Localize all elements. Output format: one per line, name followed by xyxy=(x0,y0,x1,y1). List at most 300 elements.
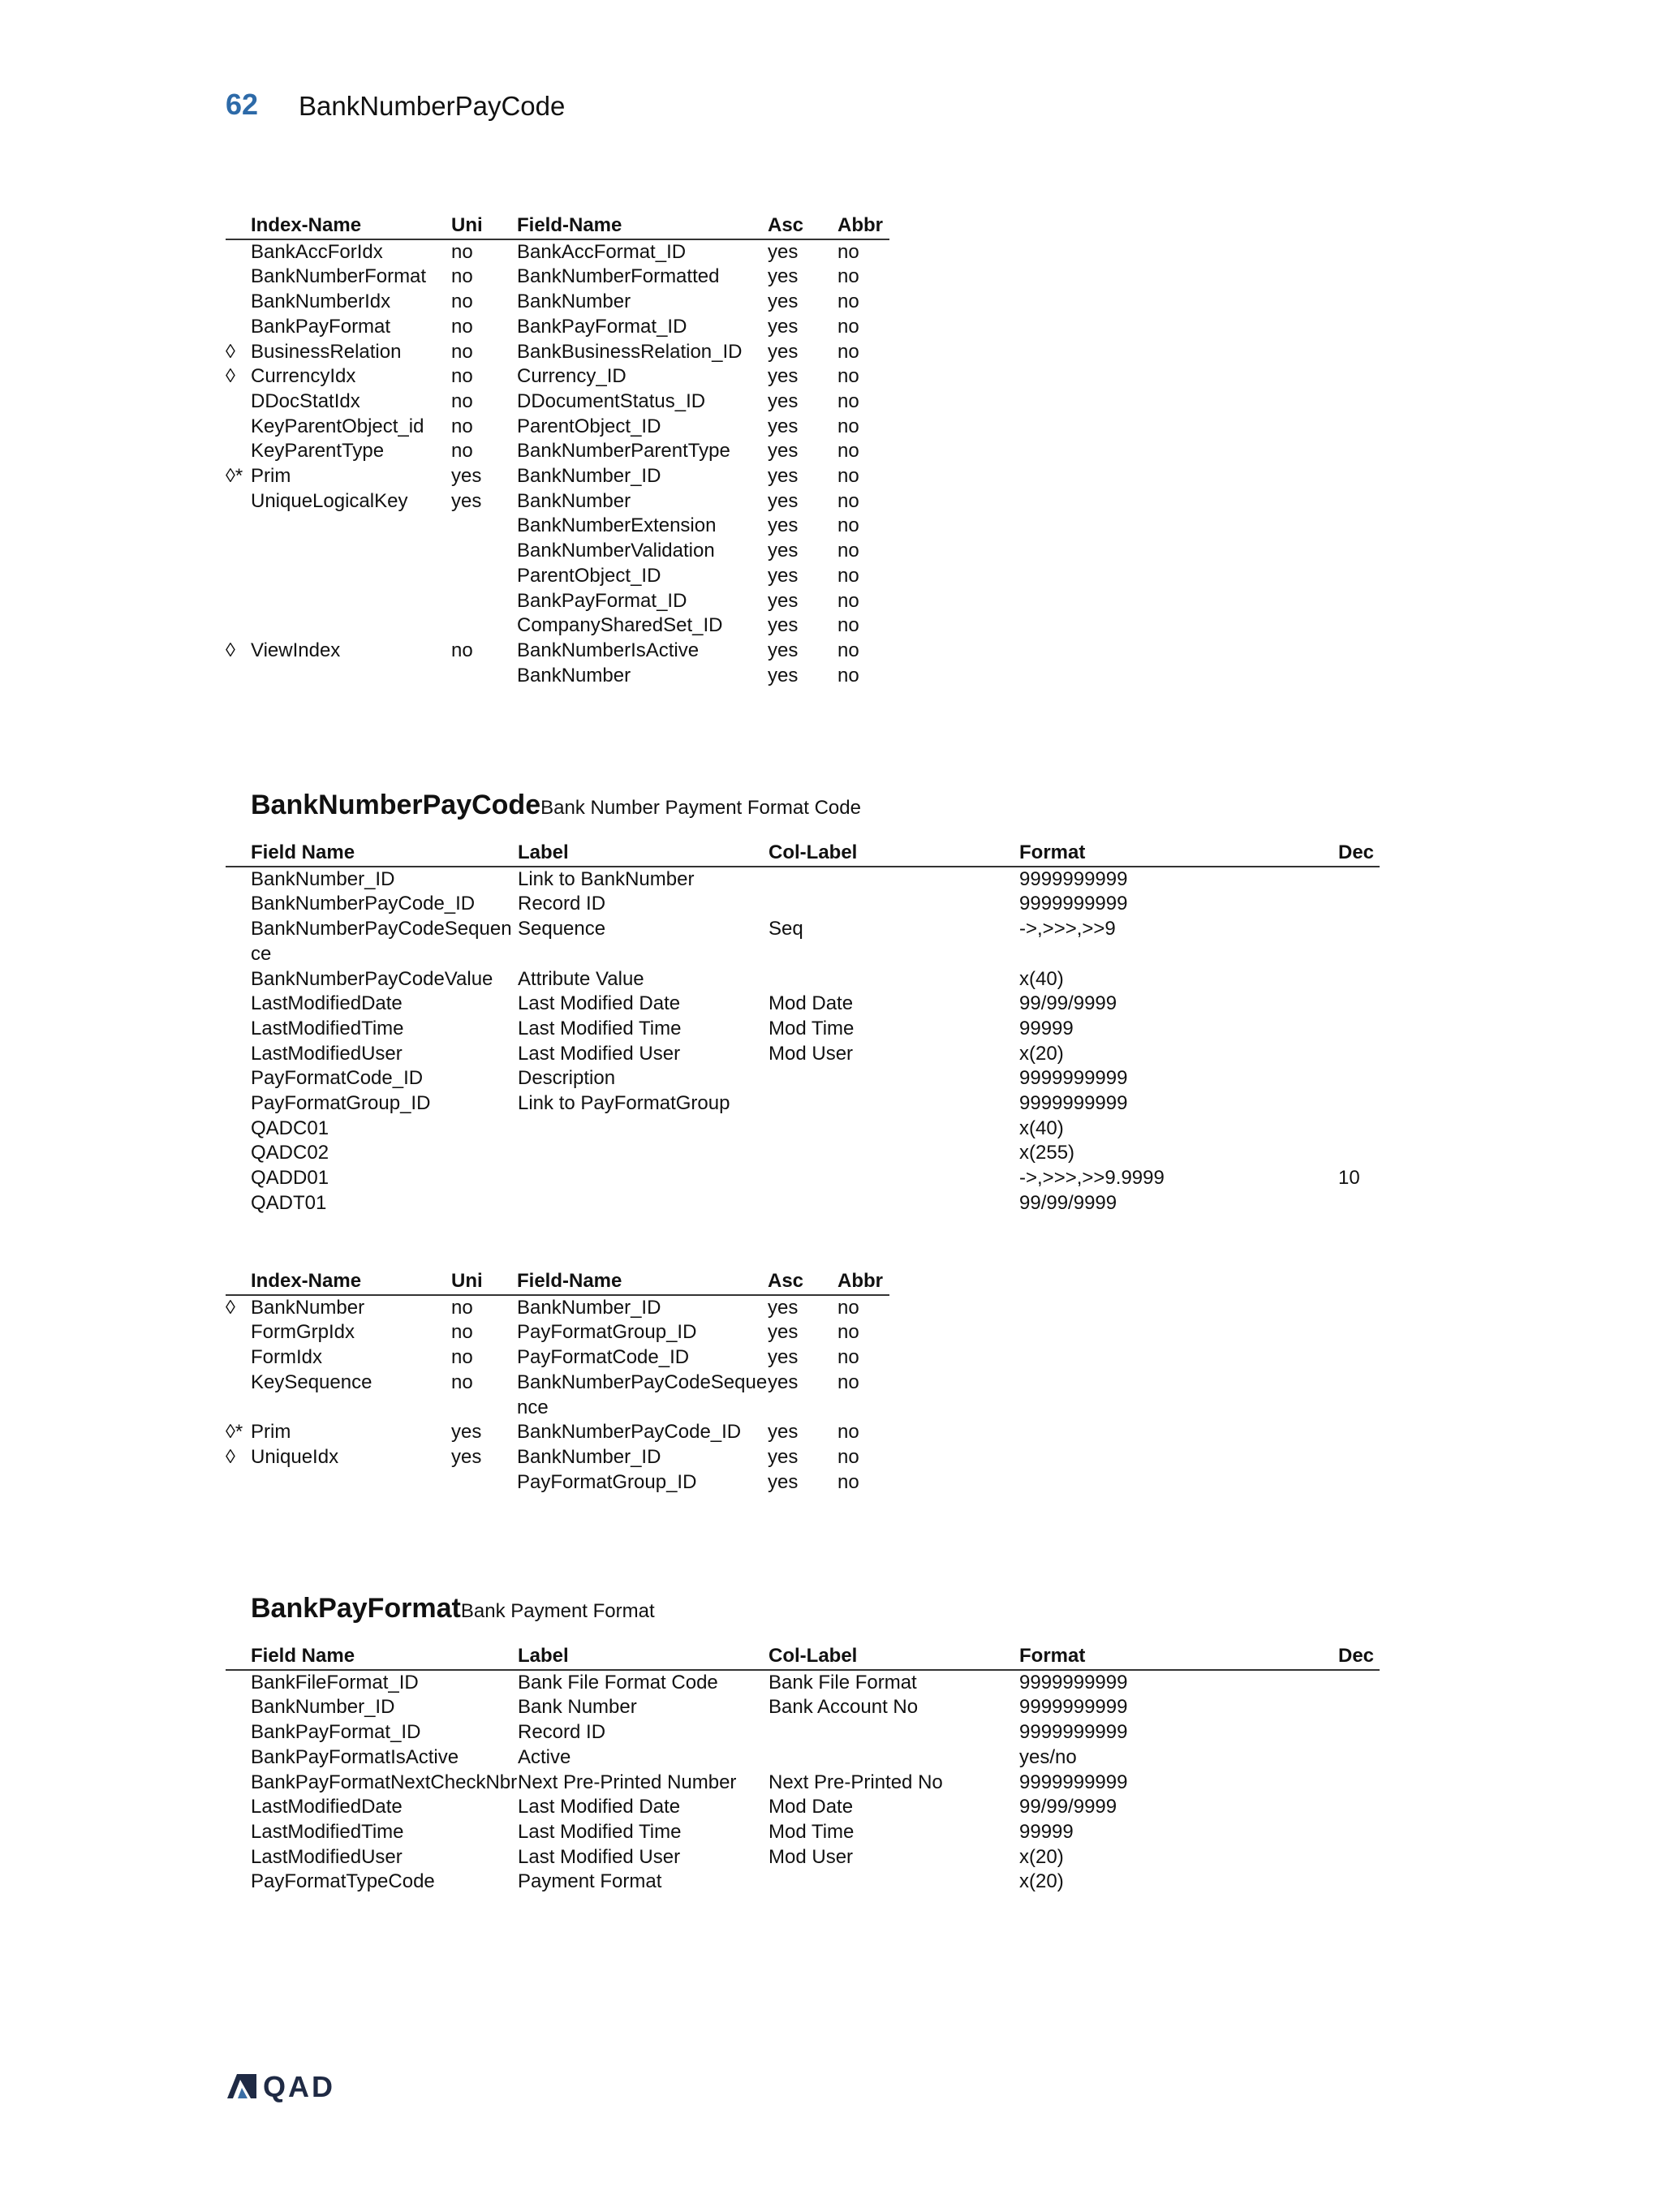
table-cell: yes xyxy=(768,340,799,363)
table-row xyxy=(226,1695,1380,1720)
table-row xyxy=(226,1445,889,1470)
index-marker: ◊ xyxy=(226,639,235,661)
table-cell: BankNumber_ID xyxy=(517,1445,661,1468)
table-cell: Prim xyxy=(251,1421,291,1444)
table-row xyxy=(226,1042,1380,1067)
table-name: BankNumberPayCode xyxy=(251,790,541,820)
table-cell: BankNumber xyxy=(517,290,631,313)
index-marker: ◊* xyxy=(226,1421,243,1444)
table-cell: Bank Number xyxy=(518,1696,637,1719)
table-cell: Next Pre-Printed No xyxy=(769,1771,943,1793)
table-cell: no xyxy=(837,1371,859,1393)
index-marker xyxy=(226,1371,251,1420)
row-marker xyxy=(226,1820,251,1845)
table-cell: no xyxy=(451,1371,473,1393)
column-header: Field Name xyxy=(251,1644,518,1670)
table-row xyxy=(226,867,1380,893)
table-cell: yes xyxy=(768,664,799,686)
table-cell: Mod User xyxy=(769,1845,854,1868)
table-cell: BankFileFormat_ID xyxy=(251,1671,419,1693)
table-cell: Mod Time xyxy=(769,1017,855,1039)
table-cell: BankNumber xyxy=(251,1296,365,1319)
table-cell: 9999999999 xyxy=(1019,867,1128,890)
table-cell xyxy=(518,1117,769,1142)
table-cell xyxy=(769,892,1019,917)
index-marker xyxy=(226,664,251,689)
row-marker xyxy=(226,1017,251,1042)
table-row xyxy=(226,1820,1380,1845)
column-header: Field Name xyxy=(251,841,518,867)
table-cell: no xyxy=(837,564,859,587)
index-marker: ◊ xyxy=(226,340,235,363)
table-row xyxy=(226,589,889,614)
table-row xyxy=(226,1141,1380,1166)
table-cell xyxy=(769,1191,1019,1216)
row-marker xyxy=(226,1141,251,1166)
table-cell: Record ID xyxy=(518,1721,606,1744)
table-cell: PayFormatCode_ID xyxy=(517,1346,690,1369)
column-header: Field-Name xyxy=(517,213,768,239)
table-cell: yes xyxy=(768,290,799,313)
table-cell xyxy=(769,1870,1019,1895)
table-cell: no xyxy=(837,1296,859,1319)
table-cell xyxy=(769,1091,1019,1117)
index-marker: ◊ xyxy=(226,365,235,388)
row-marker xyxy=(226,1795,251,1820)
table-cell: yes xyxy=(768,589,799,612)
table-cell: BankNumber_ID xyxy=(517,1296,661,1319)
row-marker xyxy=(226,1745,251,1771)
column-header: Uni xyxy=(451,213,517,239)
table-cell xyxy=(1338,1670,1380,1696)
row-marker xyxy=(226,1870,251,1895)
table-cell: no xyxy=(837,1421,859,1444)
table-cell: yes xyxy=(768,1321,799,1344)
index-marker: ◊ xyxy=(226,1296,235,1319)
table-cell: Last Modified Date xyxy=(518,1796,681,1818)
table-cell xyxy=(769,1066,1019,1091)
table-cell xyxy=(451,664,517,689)
table-cell: yes xyxy=(451,465,482,488)
table-cell xyxy=(251,664,451,689)
table-cell: no xyxy=(451,290,473,313)
table-cell xyxy=(1338,1870,1380,1895)
table-cell: Bank File Format Code xyxy=(518,1671,718,1693)
table-cell: no xyxy=(837,340,859,363)
table-cell: no xyxy=(451,1346,473,1369)
column-header: Abbr xyxy=(837,1269,889,1295)
table-row xyxy=(226,1795,1380,1820)
index-marker xyxy=(226,315,251,340)
table-cell xyxy=(1338,1042,1380,1067)
table-cell: ParentObject_ID xyxy=(517,564,661,587)
column-header: Format xyxy=(1019,1644,1338,1670)
page-title: BankNumberPayCode xyxy=(299,91,566,121)
table-row xyxy=(226,1091,1380,1117)
section-title xyxy=(251,1593,655,1625)
table-cell: yes xyxy=(451,1445,482,1468)
table-cell: 9999999999 xyxy=(1019,1721,1128,1744)
table-cell: KeyParentObject_id xyxy=(251,415,424,437)
table-cell xyxy=(1338,1017,1380,1042)
table-cell: no xyxy=(451,639,473,661)
table-cell: no xyxy=(451,415,473,437)
table-row xyxy=(226,439,889,464)
row-marker xyxy=(226,1091,251,1117)
table-cell xyxy=(251,613,451,639)
table-cell: ViewIndex xyxy=(251,639,341,661)
index-marker xyxy=(226,1345,251,1371)
table-cell: no xyxy=(837,240,859,263)
table-cell: no xyxy=(837,365,859,388)
table-cell: Seq xyxy=(769,918,803,940)
table-cell: BankNumber_ID xyxy=(251,867,395,890)
row-marker xyxy=(226,1191,251,1216)
table-cell: FormGrpIdx xyxy=(251,1321,355,1344)
table-row xyxy=(226,340,889,365)
row-marker xyxy=(226,1771,251,1796)
table-row xyxy=(226,1295,889,1321)
table-cell: Link to BankNumber xyxy=(518,867,695,890)
row-marker xyxy=(226,1695,251,1720)
table-cell xyxy=(769,867,1019,893)
table-cell: yes xyxy=(768,365,799,388)
index-marker xyxy=(226,613,251,639)
table-cell: no xyxy=(837,589,859,612)
table-cell: QADT01 xyxy=(251,1191,327,1214)
table-cell: x(40) xyxy=(1019,967,1064,990)
table-cell: LastModifiedUser xyxy=(251,1042,403,1065)
table-row xyxy=(226,290,889,315)
table-cell: Last Modified User xyxy=(518,1845,681,1868)
table-cell: Mod User xyxy=(769,1042,854,1065)
index-marker xyxy=(226,514,251,539)
index-marker xyxy=(226,589,251,614)
table-cell: no xyxy=(451,440,473,463)
column-header: Dec xyxy=(1338,1644,1380,1670)
table-cell: BankPayFormat_ID xyxy=(517,589,687,612)
table-cell: Mod Date xyxy=(769,992,854,1015)
table-cell xyxy=(1338,1091,1380,1117)
table-cell: BankPayFormat_ID xyxy=(517,315,687,338)
index-marker xyxy=(226,1320,251,1345)
table-cell: Link to PayFormatGroup xyxy=(518,1092,730,1115)
table-cell: UniqueIdx xyxy=(251,1445,339,1468)
table-cell xyxy=(769,1745,1019,1771)
table-cell: DDocumentStatus_ID xyxy=(517,389,706,412)
table-cell: 10 xyxy=(1338,1167,1360,1190)
table-cell xyxy=(769,1141,1019,1166)
table-row xyxy=(226,1670,1380,1696)
table-cell xyxy=(1338,1141,1380,1166)
column-header: Label xyxy=(518,1644,769,1670)
table-cell xyxy=(1338,867,1380,893)
row-marker xyxy=(226,1066,251,1091)
column-header-marker xyxy=(226,1269,251,1295)
table-cell: no xyxy=(837,489,859,512)
table-row xyxy=(226,1345,889,1371)
table-cell: yes xyxy=(768,265,799,288)
table-cell: 99/99/9999 xyxy=(1019,992,1117,1015)
table-cell xyxy=(1338,1795,1380,1820)
row-marker xyxy=(226,917,251,966)
table-cell xyxy=(518,1141,769,1166)
table-description: Bank Payment Format xyxy=(460,1600,655,1622)
column-header: Abbr xyxy=(837,213,889,239)
table-cell: yes xyxy=(768,440,799,463)
table-cell: no xyxy=(837,440,859,463)
table-cell: no xyxy=(837,1445,859,1468)
table-cell: BankNumber_ID xyxy=(251,1696,395,1719)
index-table xyxy=(226,213,889,688)
table-cell: no xyxy=(837,639,859,661)
table-cell: BusinessRelation xyxy=(251,340,402,363)
table-cell: yes xyxy=(768,1421,799,1444)
table-row xyxy=(226,664,889,689)
column-header: Index-Name xyxy=(251,213,451,239)
table-description: Bank Number Payment Format Code xyxy=(540,797,861,819)
table-cell xyxy=(1338,992,1380,1017)
index-marker xyxy=(226,489,251,514)
table-cell xyxy=(1338,1820,1380,1845)
table-cell: KeyParentType xyxy=(251,440,385,463)
table-name: BankPayFormat xyxy=(251,1593,461,1624)
table-row xyxy=(226,639,889,664)
table-row xyxy=(226,613,889,639)
table-cell: BankAccForIdx xyxy=(251,240,383,263)
table-row xyxy=(226,1870,1380,1895)
table-cell: 99999 xyxy=(1019,1017,1074,1039)
row-marker xyxy=(226,967,251,992)
table-cell: 9999999999 xyxy=(1019,893,1128,915)
table-cell: BankNumberPayCodeSequence xyxy=(251,918,512,965)
table-cell: KeySequence xyxy=(251,1371,372,1393)
table-row xyxy=(226,1420,889,1445)
table-cell: LastModifiedDate xyxy=(251,992,403,1015)
logo-text: QAD xyxy=(263,2070,335,2103)
table-cell: Prim xyxy=(251,465,291,488)
index-marker xyxy=(226,415,251,440)
table-cell xyxy=(451,564,517,589)
table-cell: ->,>>>,>>9.9999 xyxy=(1019,1167,1165,1190)
table-cell: x(20) xyxy=(1019,1042,1064,1065)
row-marker xyxy=(226,1042,251,1067)
table-cell: BankPayFormatIsActive xyxy=(251,1745,459,1768)
table-row xyxy=(226,1771,1380,1796)
table-cell: Last Modified Time xyxy=(518,1017,682,1039)
table-row xyxy=(226,489,889,514)
table-cell: BankNumberPayCode_ID xyxy=(517,1421,742,1444)
table-row xyxy=(226,265,889,290)
table-cell: BankNumberPayCode_ID xyxy=(251,893,476,915)
table-cell: Last Modified User xyxy=(518,1042,681,1065)
table-cell: Mod Time xyxy=(769,1820,855,1843)
qad-logo-icon xyxy=(226,2072,258,2100)
index-marker xyxy=(226,389,251,415)
table-cell: yes xyxy=(768,639,799,661)
table-cell: LastModifiedDate xyxy=(251,1796,403,1818)
table-cell: BankNumberFormat xyxy=(251,265,427,288)
table-cell: x(40) xyxy=(1019,1117,1064,1139)
table-cell: yes/no xyxy=(1019,1745,1077,1768)
table-cell xyxy=(451,1470,517,1495)
column-header: Label xyxy=(518,841,769,867)
table-cell: BankBusinessRelation_ID xyxy=(517,340,743,363)
table-cell xyxy=(251,589,451,614)
table-cell xyxy=(1338,1771,1380,1796)
table-cell: LastModifiedTime xyxy=(251,1820,404,1843)
table-cell: yes xyxy=(451,1421,482,1444)
table-cell: Bank Account No xyxy=(769,1696,919,1719)
table-cell: x(255) xyxy=(1019,1142,1075,1164)
table-cell: LastModifiedTime xyxy=(251,1017,404,1039)
table-cell: ->,>>>,>>9 xyxy=(1019,918,1116,940)
table-cell: Mod Date xyxy=(769,1796,854,1818)
table-cell xyxy=(451,514,517,539)
table-cell: BankNumberValidation xyxy=(517,540,715,562)
table-cell: PayFormatGroup_ID xyxy=(517,1470,697,1493)
table-cell xyxy=(1338,1845,1380,1870)
column-header: Col-Label xyxy=(769,841,1019,867)
table-cell: PayFormatGroup_ID xyxy=(517,1321,697,1344)
table-cell: no xyxy=(837,389,859,412)
table-cell: QADC01 xyxy=(251,1117,329,1139)
table-cell: Last Modified Date xyxy=(518,992,681,1015)
index-marker: ◊* xyxy=(226,465,243,488)
page-number: 62 xyxy=(226,88,259,121)
table-cell: no xyxy=(451,365,473,388)
table-cell xyxy=(769,1720,1019,1745)
column-header: Uni xyxy=(451,1269,517,1295)
index-marker xyxy=(226,564,251,589)
table-row xyxy=(226,315,889,340)
table-cell: LastModifiedUser xyxy=(251,1845,403,1868)
table-cell: yes xyxy=(768,540,799,562)
table-cell: 99999 xyxy=(1019,1820,1074,1843)
table-cell: Bank File Format xyxy=(769,1671,917,1693)
table-cell: 99/99/9999 xyxy=(1019,1796,1117,1818)
table-row xyxy=(226,1320,889,1345)
column-header-marker xyxy=(226,1644,251,1670)
table-row xyxy=(226,1166,1380,1191)
table-cell: QADC02 xyxy=(251,1142,329,1164)
table-cell: yes xyxy=(768,1346,799,1369)
table-cell: Next Pre-Printed Number xyxy=(518,1771,737,1793)
table-cell: UniqueLogicalKey xyxy=(251,489,408,512)
table-cell xyxy=(251,564,451,589)
table-row xyxy=(226,967,1380,992)
table-row xyxy=(226,364,889,389)
index-marker xyxy=(226,239,251,265)
table-cell: no xyxy=(837,415,859,437)
table-cell xyxy=(251,539,451,564)
table-cell xyxy=(1338,1745,1380,1771)
table-row xyxy=(226,539,889,564)
table-cell: x(20) xyxy=(1019,1870,1064,1893)
index-marker xyxy=(226,265,251,290)
table-cell xyxy=(451,613,517,639)
table-cell: no xyxy=(451,389,473,412)
column-header-marker xyxy=(226,841,251,867)
table-cell: PayFormatGroup_ID xyxy=(251,1092,431,1115)
table-cell xyxy=(1338,1066,1380,1091)
table-cell: ParentObject_ID xyxy=(517,415,661,437)
table-cell xyxy=(518,1191,769,1216)
table-cell: 9999999999 xyxy=(1019,1771,1128,1793)
table-row xyxy=(226,1371,889,1420)
table-cell: no xyxy=(837,614,859,637)
table-cell: yes xyxy=(768,564,799,587)
table-cell: no xyxy=(837,1346,859,1369)
table-cell: Description xyxy=(518,1067,616,1090)
table-row xyxy=(226,917,1380,966)
column-header: Format xyxy=(1019,841,1338,867)
table-cell: Attribute Value xyxy=(518,967,644,990)
table-cell: no xyxy=(451,265,473,288)
table-row xyxy=(226,992,1380,1017)
table-row xyxy=(226,1745,1380,1771)
table-cell: no xyxy=(837,1470,859,1493)
table-cell: yes xyxy=(451,489,482,512)
table-row xyxy=(226,1845,1380,1870)
table-cell: DDocStatIdx xyxy=(251,389,360,412)
table-cell: 9999999999 xyxy=(1019,1092,1128,1115)
section-title xyxy=(251,790,861,821)
table-cell: yes xyxy=(768,415,799,437)
table-cell: BankNumber xyxy=(517,489,631,512)
table-cell: no xyxy=(837,540,859,562)
table-cell: QADD01 xyxy=(251,1167,329,1190)
table-cell: no xyxy=(837,315,859,338)
table-cell: no xyxy=(451,240,473,263)
table-row xyxy=(226,389,889,415)
table-cell: BankNumber_ID xyxy=(517,465,661,488)
table-cell: Sequence xyxy=(518,918,606,940)
table-cell: FormIdx xyxy=(251,1346,323,1369)
index-marker xyxy=(226,1470,251,1495)
table-cell: no xyxy=(837,290,859,313)
table-cell: 9999999999 xyxy=(1019,1067,1128,1090)
table-row xyxy=(226,464,889,489)
table-cell: 99/99/9999 xyxy=(1019,1191,1117,1214)
table-row xyxy=(226,239,889,265)
table-cell: BankPayFormatNextCheckNbr xyxy=(251,1771,518,1793)
table-row xyxy=(226,1117,1380,1142)
table-cell: no xyxy=(451,315,473,338)
table-cell xyxy=(251,1470,451,1495)
row-marker xyxy=(226,1166,251,1191)
table-cell: BankNumberParentType xyxy=(517,440,730,463)
table-cell: no xyxy=(451,340,473,363)
table-cell: PayFormatTypeCode xyxy=(251,1870,435,1893)
row-marker xyxy=(226,1720,251,1745)
table-row xyxy=(226,564,889,589)
table-cell: yes xyxy=(768,1445,799,1468)
table-cell xyxy=(769,1117,1019,1142)
column-header: Col-Label xyxy=(769,1644,1019,1670)
table-cell: yes xyxy=(768,1470,799,1493)
table-cell xyxy=(769,1166,1019,1191)
row-marker xyxy=(226,1845,251,1870)
table-row xyxy=(226,1017,1380,1042)
field-table xyxy=(226,1644,1380,1895)
table-cell: Record ID xyxy=(518,893,606,915)
table-cell: BankNumberExtension xyxy=(517,514,717,537)
table-cell: 9999999999 xyxy=(1019,1696,1128,1719)
table-cell: yes xyxy=(768,1296,799,1319)
index-marker xyxy=(226,539,251,564)
table-cell: no xyxy=(837,265,859,288)
